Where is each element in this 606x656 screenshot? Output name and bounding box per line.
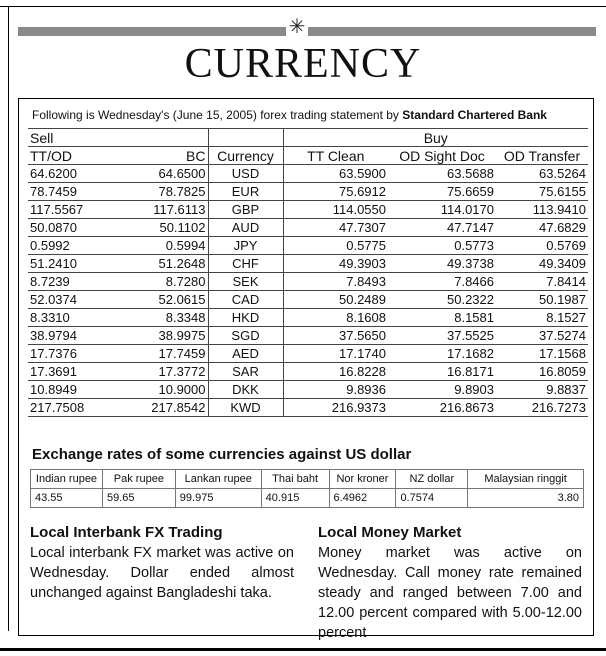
rate-cell: 16.8228 — [283, 363, 388, 381]
rate-cell: 17.1568 — [496, 345, 588, 363]
rate-cell: 52.0374 — [28, 291, 118, 309]
blank-header-cell — [208, 129, 283, 147]
column-header-row — [28, 147, 588, 165]
us-rates-title: Exchange rates of some currencies against US dollar — [32, 446, 412, 463]
rate-cell: 216.9373 — [283, 399, 388, 417]
rate-cell: CAD — [208, 291, 283, 309]
rate-cell: 63.5688 — [388, 165, 496, 183]
left-rule — [8, 6, 9, 631]
rate-cell: 9.8903 — [388, 381, 496, 399]
table-row — [28, 273, 588, 291]
rate-cell: 51.2410 — [28, 255, 118, 273]
us-rate-header: NZ dollar — [396, 470, 468, 489]
interbank-title: Local Interbank FX Trading — [30, 524, 223, 541]
rate-cell: 117.6113 — [118, 201, 208, 219]
table-row — [28, 219, 588, 237]
rate-cell: 17.7459 — [118, 345, 208, 363]
money-market-section — [318, 524, 582, 643]
page-title: CURRENCY — [184, 41, 422, 87]
rate-cell: 17.3772 — [118, 363, 208, 381]
rate-cell: 0.5994 — [118, 237, 208, 255]
rate-cell: 114.0550 — [283, 201, 388, 219]
forex-table — [28, 128, 588, 417]
us-rate-value: 0.7574 — [396, 489, 468, 508]
rate-cell: 8.7239 — [28, 273, 118, 291]
rate-cell: 64.6200 — [28, 165, 118, 183]
rate-cell: 0.5769 — [496, 237, 588, 255]
rate-cell: 47.6829 — [496, 219, 588, 237]
sell-header: Sell — [28, 129, 208, 147]
rate-cell: SEK — [208, 273, 283, 291]
rate-cell: 50.1102 — [118, 219, 208, 237]
rate-cell: 10.8949 — [28, 381, 118, 399]
rate-cell: 8.7280 — [118, 273, 208, 291]
rate-cell: 37.5274 — [496, 327, 588, 345]
starburst-icon: ✳ — [286, 12, 308, 42]
rate-cell: 117.5567 — [28, 201, 118, 219]
rate-cell: 17.1682 — [388, 345, 496, 363]
intro-line — [32, 108, 547, 122]
us-rate-value: 40.915 — [261, 489, 329, 508]
forex-rows — [28, 165, 588, 417]
us-rates-table — [30, 469, 584, 508]
rate-cell: 8.1608 — [283, 309, 388, 327]
rate-cell: 78.7459 — [28, 183, 118, 201]
rate-cell: 8.3310 — [28, 309, 118, 327]
col-header: OD Sight Doc — [388, 147, 496, 165]
us-rate-value: 59.65 — [102, 489, 175, 508]
rate-cell: 38.9975 — [118, 327, 208, 345]
us-rate-value: 99.975 — [175, 489, 261, 508]
rate-cell: 8.1527 — [496, 309, 588, 327]
rate-cell: 63.5900 — [283, 165, 388, 183]
us-rate-header: Pak rupee — [102, 470, 175, 489]
rate-cell: 16.8171 — [388, 363, 496, 381]
rate-cell: 8.1581 — [388, 309, 496, 327]
rate-cell: AUD — [208, 219, 283, 237]
interbank-body: Local interbank FX market was active on Wednesday. Dollar ended almost unchanged against Bangladeshi taka. — [30, 545, 294, 601]
table-row — [28, 291, 588, 309]
table-row — [28, 363, 588, 381]
rate-cell: SGD — [208, 327, 283, 345]
rate-cell: 50.2322 — [388, 291, 496, 309]
rate-cell: 50.1987 — [496, 291, 588, 309]
rate-cell: 75.6912 — [283, 183, 388, 201]
table-row — [28, 183, 588, 201]
rate-cell: 217.8542 — [118, 399, 208, 417]
rate-cell: 10.9000 — [118, 381, 208, 399]
rate-cell: 50.0870 — [28, 219, 118, 237]
rate-cell: DKK — [208, 381, 283, 399]
rate-cell: 75.6155 — [496, 183, 588, 201]
rate-cell: 64.6500 — [118, 165, 208, 183]
rate-cell: 51.2648 — [118, 255, 208, 273]
rate-cell: 216.7273 — [496, 399, 588, 417]
us-rates-value-row — [31, 489, 584, 508]
rate-cell: 216.8673 — [388, 399, 496, 417]
rate-cell: 49.3409 — [496, 255, 588, 273]
rate-cell: 75.6659 — [388, 183, 496, 201]
table-row — [28, 255, 588, 273]
rate-cell: 217.7508 — [28, 399, 118, 417]
rate-cell: 49.3903 — [283, 255, 388, 273]
us-rate-header: Lankan rupee — [175, 470, 261, 489]
us-rate-header: Indian rupee — [31, 470, 103, 489]
bank-name: Standard Chartered Bank — [402, 108, 547, 122]
rate-cell: 16.8059 — [496, 363, 588, 381]
interbank-section — [30, 524, 294, 603]
rate-cell: 7.8414 — [496, 273, 588, 291]
group-header-row — [28, 129, 588, 147]
intro-text: Following is Wednesday's (June 15, 2005) forex trading statement by — [32, 108, 399, 122]
rate-cell: 17.3691 — [28, 363, 118, 381]
us-rate-header: Malaysian ringgit — [468, 470, 584, 489]
rate-cell: 49.3738 — [388, 255, 496, 273]
rate-cell: 63.5264 — [496, 165, 588, 183]
table-row — [28, 309, 588, 327]
table-row — [28, 399, 588, 417]
col-header: TT/OD — [28, 147, 118, 165]
table-row — [28, 381, 588, 399]
rate-cell: 37.5650 — [283, 327, 388, 345]
table-row — [28, 237, 588, 255]
rate-cell: KWD — [208, 399, 283, 417]
rate-cell: 9.8936 — [283, 381, 388, 399]
rate-cell: 47.7147 — [388, 219, 496, 237]
col-header: Currency — [208, 147, 283, 165]
col-header: BC — [118, 147, 208, 165]
rate-cell: GBP — [208, 201, 283, 219]
rate-cell: SAR — [208, 363, 283, 381]
buy-header: Buy — [283, 129, 588, 147]
bottom-rule — [0, 648, 606, 651]
rate-cell: 7.8493 — [283, 273, 388, 291]
rate-cell: 0.5773 — [388, 237, 496, 255]
table-row — [28, 345, 588, 363]
rate-cell: 78.7825 — [118, 183, 208, 201]
rate-cell: 0.5992 — [28, 237, 118, 255]
rate-cell: 52.0615 — [118, 291, 208, 309]
rate-cell: 9.8837 — [496, 381, 588, 399]
top-rule — [0, 6, 606, 7]
rate-cell: 17.7376 — [28, 345, 118, 363]
rate-cell: CHF — [208, 255, 283, 273]
rate-cell: 7.8466 — [388, 273, 496, 291]
money-market-body: Money market was active on Wednesday. Call money rate remained steady and ranged between 7.00 and 12.00 percent compared with 5.00-12.00 percent — [318, 545, 582, 641]
us-rate-header: Nor kroner — [329, 470, 396, 489]
rate-cell: HKD — [208, 309, 283, 327]
rate-cell: 17.1740 — [283, 345, 388, 363]
rate-cell: 37.5525 — [388, 327, 496, 345]
table-row — [28, 327, 588, 345]
rate-cell: 0.5775 — [283, 237, 388, 255]
col-header: TT Clean — [283, 147, 388, 165]
rate-cell: 50.2489 — [283, 291, 388, 309]
rate-cell: EUR — [208, 183, 283, 201]
rate-cell: 113.9410 — [496, 201, 588, 219]
rate-cell: AED — [208, 345, 283, 363]
rate-cell: USD — [208, 165, 283, 183]
rate-cell: 114.0170 — [388, 201, 496, 219]
table-row — [28, 165, 588, 183]
us-rate-value: 43.55 — [31, 489, 103, 508]
col-header: OD Transfer — [496, 147, 588, 165]
us-rate-value: 6.4962 — [329, 489, 396, 508]
rate-cell: 47.7307 — [283, 219, 388, 237]
us-rates-header-row — [31, 470, 584, 489]
us-rate-header: Thai baht — [261, 470, 329, 489]
table-row — [28, 201, 588, 219]
us-rate-value: 3.80 — [468, 489, 584, 508]
rate-cell: 38.9794 — [28, 327, 118, 345]
rate-cell: JPY — [208, 237, 283, 255]
money-market-title: Local Money Market — [318, 524, 462, 541]
rate-cell: 8.3348 — [118, 309, 208, 327]
